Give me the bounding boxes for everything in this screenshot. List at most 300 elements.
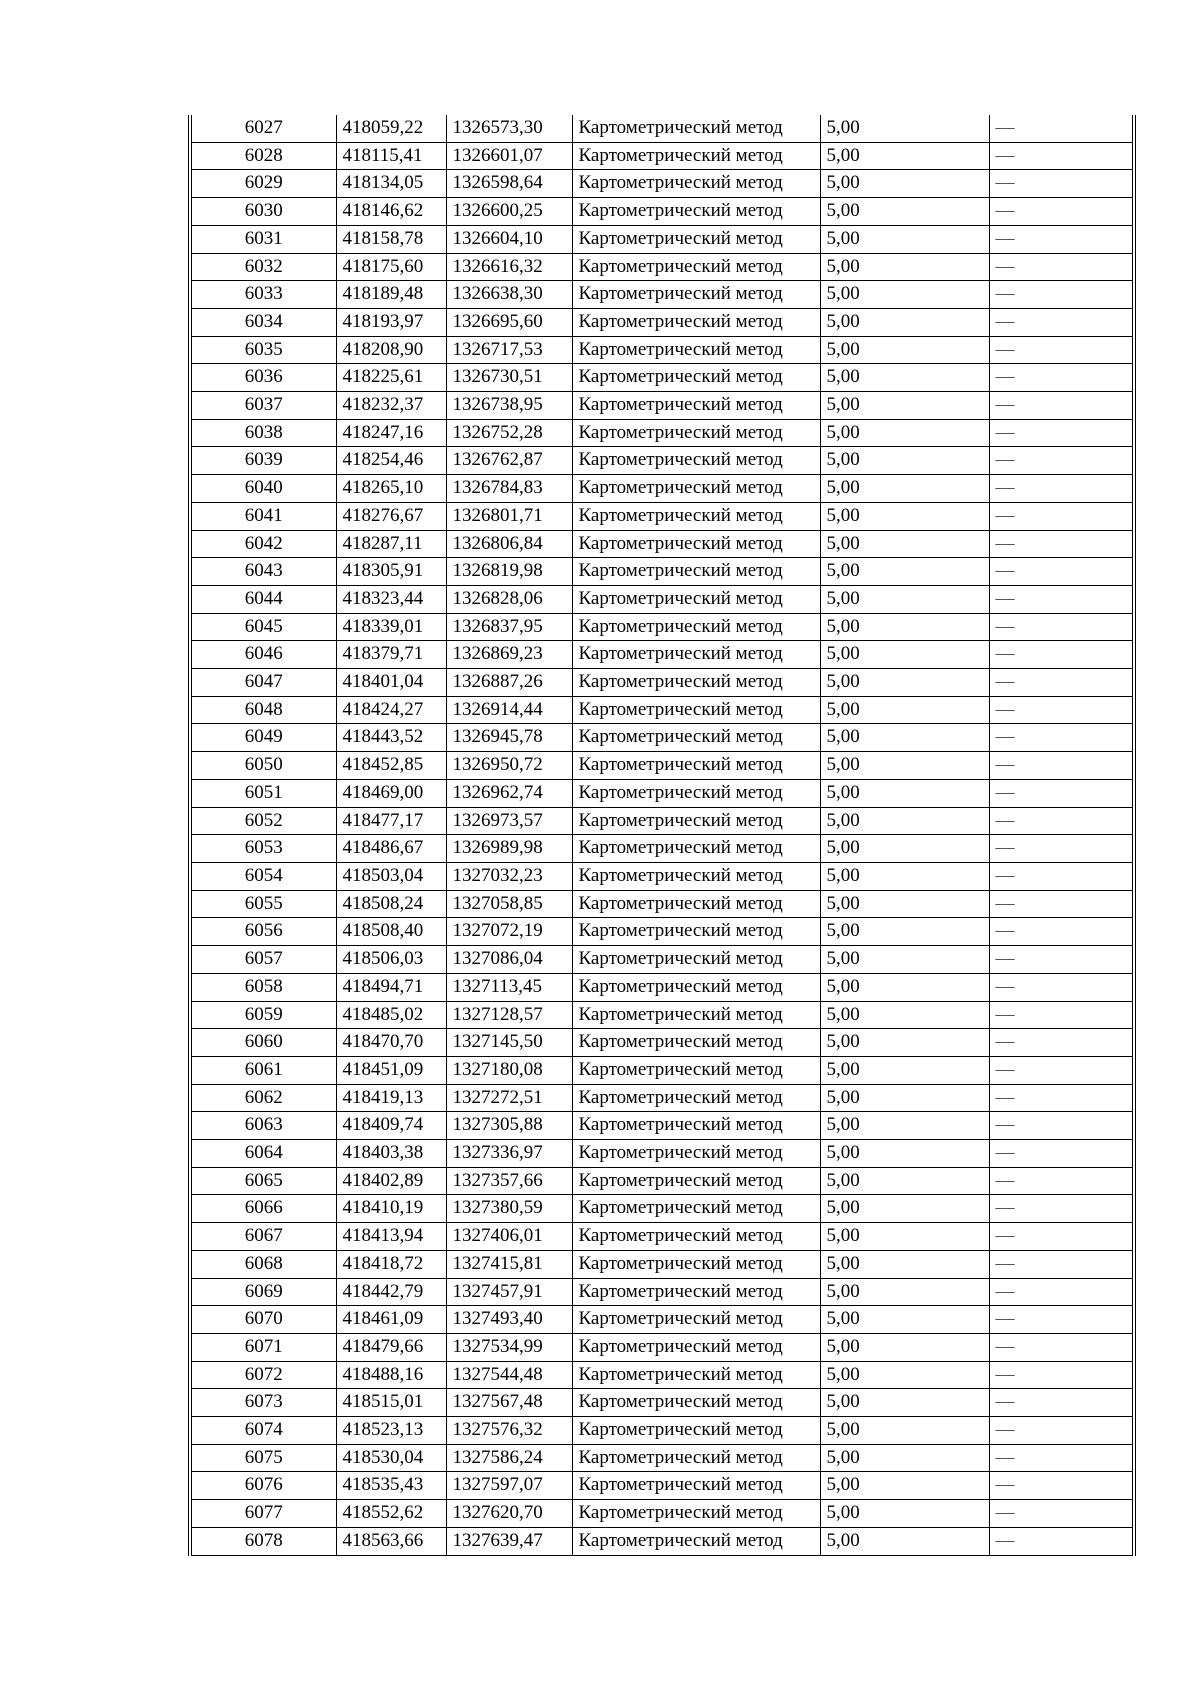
point-number-cell: 6047 xyxy=(192,669,336,697)
point-number-cell: 6063 xyxy=(192,1112,336,1140)
point-number-cell: 6046 xyxy=(192,641,336,669)
accuracy-cell: 5,00 xyxy=(820,696,989,724)
point-number-cell: 6077 xyxy=(192,1500,336,1528)
point-number-cell: 6042 xyxy=(192,530,336,558)
accuracy-cell: 5,00 xyxy=(820,1112,989,1140)
y-coordinate-cell: 1326695,60 xyxy=(446,308,572,336)
accuracy-cell: 5,00 xyxy=(820,613,989,641)
x-coordinate-cell: 418146,62 xyxy=(336,198,446,226)
x-coordinate-cell: 418418,72 xyxy=(336,1250,446,1278)
x-coordinate-cell: 418503,04 xyxy=(336,862,446,890)
x-coordinate-cell: 418254,46 xyxy=(336,447,446,475)
note-cell: — xyxy=(989,502,1132,530)
table-row xyxy=(192,1389,1132,1417)
accuracy-cell: 5,00 xyxy=(820,862,989,890)
y-coordinate-cell: 1327380,59 xyxy=(446,1195,572,1223)
note-cell: — xyxy=(989,890,1132,918)
point-number-cell: 6073 xyxy=(192,1389,336,1417)
x-coordinate-cell: 418287,11 xyxy=(336,530,446,558)
x-coordinate-cell: 418208,90 xyxy=(336,336,446,364)
x-coordinate-cell: 418452,85 xyxy=(336,752,446,780)
method-cell: Картометрический метод xyxy=(572,1112,820,1140)
point-number-cell: 6032 xyxy=(192,253,336,281)
method-cell: Картометрический метод xyxy=(572,1361,820,1389)
method-cell: Картометрический метод xyxy=(572,1333,820,1361)
method-cell: Картометрический метод xyxy=(572,1029,820,1057)
accuracy-cell: 5,00 xyxy=(820,835,989,863)
table-row xyxy=(192,558,1132,586)
accuracy-cell: 5,00 xyxy=(820,1500,989,1528)
point-number-cell: 6053 xyxy=(192,835,336,863)
accuracy-cell: 5,00 xyxy=(820,502,989,530)
x-coordinate-cell: 418305,91 xyxy=(336,558,446,586)
point-number-cell: 6059 xyxy=(192,1001,336,1029)
point-number-cell: 6064 xyxy=(192,1140,336,1168)
point-number-cell: 6036 xyxy=(192,364,336,392)
note-cell: — xyxy=(989,1250,1132,1278)
accuracy-cell: 5,00 xyxy=(820,1417,989,1445)
y-coordinate-cell: 1326819,98 xyxy=(446,558,572,586)
method-cell: Картометрический метод xyxy=(572,835,820,863)
note-cell: — xyxy=(989,669,1132,697)
method-cell: Картометрический метод xyxy=(572,364,820,392)
x-coordinate-cell: 418469,00 xyxy=(336,779,446,807)
y-coordinate-cell: 1327128,57 xyxy=(446,1001,572,1029)
x-coordinate-cell: 418193,97 xyxy=(336,308,446,336)
table-row xyxy=(192,1500,1132,1528)
table-row xyxy=(192,475,1132,503)
y-coordinate-cell: 1327406,01 xyxy=(446,1223,572,1251)
point-number-cell: 6051 xyxy=(192,779,336,807)
note-cell: — xyxy=(989,1500,1132,1528)
point-number-cell: 6061 xyxy=(192,1056,336,1084)
table-row xyxy=(192,115,1132,142)
table-row xyxy=(192,1306,1132,1334)
y-coordinate-cell: 1326738,95 xyxy=(446,392,572,420)
table-row xyxy=(192,585,1132,613)
note-cell: — xyxy=(989,946,1132,974)
point-number-cell: 6031 xyxy=(192,225,336,253)
method-cell: Картометрический метод xyxy=(572,1472,820,1500)
y-coordinate-cell: 1326828,06 xyxy=(446,585,572,613)
table-row xyxy=(192,1223,1132,1251)
method-cell: Картометрический метод xyxy=(572,115,820,142)
point-number-cell: 6045 xyxy=(192,613,336,641)
y-coordinate-cell: 1327305,88 xyxy=(446,1112,572,1140)
accuracy-cell: 5,00 xyxy=(820,336,989,364)
note-cell: — xyxy=(989,447,1132,475)
y-coordinate-cell: 1326730,51 xyxy=(446,364,572,392)
accuracy-cell: 5,00 xyxy=(820,1278,989,1306)
note-cell: — xyxy=(989,585,1132,613)
note-cell: — xyxy=(989,392,1132,420)
y-coordinate-cell: 1326887,26 xyxy=(446,669,572,697)
y-coordinate-cell: 1327586,24 xyxy=(446,1444,572,1472)
table-row xyxy=(192,364,1132,392)
table-row xyxy=(192,253,1132,281)
y-coordinate-cell: 1327567,48 xyxy=(446,1389,572,1417)
point-number-cell: 6074 xyxy=(192,1417,336,1445)
table-row xyxy=(192,530,1132,558)
table-row xyxy=(192,1250,1132,1278)
coordinates-table-body xyxy=(192,115,1132,1555)
x-coordinate-cell: 418442,79 xyxy=(336,1278,446,1306)
accuracy-cell: 5,00 xyxy=(820,1056,989,1084)
point-number-cell: 6029 xyxy=(192,170,336,198)
table-row xyxy=(192,918,1132,946)
accuracy-cell: 5,00 xyxy=(820,973,989,1001)
point-number-cell: 6044 xyxy=(192,585,336,613)
point-number-cell: 6054 xyxy=(192,862,336,890)
note-cell: — xyxy=(989,807,1132,835)
method-cell: Картометрический метод xyxy=(572,807,820,835)
note-cell: — xyxy=(989,1195,1132,1223)
y-coordinate-cell: 1326869,23 xyxy=(446,641,572,669)
method-cell: Картометрический метод xyxy=(572,392,820,420)
accuracy-cell: 5,00 xyxy=(820,419,989,447)
method-cell: Картометрический метод xyxy=(572,281,820,309)
x-coordinate-cell: 418158,78 xyxy=(336,225,446,253)
table-row xyxy=(192,890,1132,918)
table-row xyxy=(192,696,1132,724)
x-coordinate-cell: 418401,04 xyxy=(336,669,446,697)
x-coordinate-cell: 418232,37 xyxy=(336,392,446,420)
x-coordinate-cell: 418402,89 xyxy=(336,1167,446,1195)
method-cell: Картометрический метод xyxy=(572,142,820,170)
y-coordinate-cell: 1327457,91 xyxy=(446,1278,572,1306)
point-number-cell: 6069 xyxy=(192,1278,336,1306)
accuracy-cell: 5,00 xyxy=(820,1195,989,1223)
table-row xyxy=(192,1527,1132,1555)
accuracy-cell: 5,00 xyxy=(820,1472,989,1500)
y-coordinate-cell: 1327072,19 xyxy=(446,918,572,946)
x-coordinate-cell: 418225,61 xyxy=(336,364,446,392)
note-cell: — xyxy=(989,364,1132,392)
x-coordinate-cell: 418339,01 xyxy=(336,613,446,641)
accuracy-cell: 5,00 xyxy=(820,1029,989,1057)
x-coordinate-cell: 418059,22 xyxy=(336,115,446,142)
x-coordinate-cell: 418494,71 xyxy=(336,973,446,1001)
accuracy-cell: 5,00 xyxy=(820,1389,989,1417)
table-row xyxy=(192,198,1132,226)
point-number-cell: 6050 xyxy=(192,752,336,780)
note-cell: — xyxy=(989,253,1132,281)
note-cell: — xyxy=(989,1472,1132,1500)
table-row xyxy=(192,308,1132,336)
point-number-cell: 6055 xyxy=(192,890,336,918)
note-cell: — xyxy=(989,1527,1132,1555)
table-row xyxy=(192,1278,1132,1306)
accuracy-cell: 5,00 xyxy=(820,946,989,974)
accuracy-cell: 5,00 xyxy=(820,392,989,420)
method-cell: Картометрический метод xyxy=(572,1195,820,1223)
x-coordinate-cell: 418413,94 xyxy=(336,1223,446,1251)
table-row xyxy=(192,1084,1132,1112)
accuracy-cell: 5,00 xyxy=(820,1223,989,1251)
point-number-cell: 6030 xyxy=(192,198,336,226)
accuracy-cell: 5,00 xyxy=(820,1167,989,1195)
table-row xyxy=(192,170,1132,198)
accuracy-cell: 5,00 xyxy=(820,225,989,253)
table-row xyxy=(192,807,1132,835)
note-cell: — xyxy=(989,1361,1132,1389)
table-row xyxy=(192,641,1132,669)
accuracy-cell: 5,00 xyxy=(820,779,989,807)
x-coordinate-cell: 418189,48 xyxy=(336,281,446,309)
note-cell: — xyxy=(989,1333,1132,1361)
table-row xyxy=(192,973,1132,1001)
x-coordinate-cell: 418265,10 xyxy=(336,475,446,503)
point-number-cell: 6039 xyxy=(192,447,336,475)
y-coordinate-cell: 1326806,84 xyxy=(446,530,572,558)
table-row xyxy=(192,1140,1132,1168)
point-number-cell: 6062 xyxy=(192,1084,336,1112)
y-coordinate-cell: 1327620,70 xyxy=(446,1500,572,1528)
x-coordinate-cell: 418175,60 xyxy=(336,253,446,281)
note-cell: — xyxy=(989,641,1132,669)
table-row xyxy=(192,1001,1132,1029)
point-number-cell: 6052 xyxy=(192,807,336,835)
method-cell: Картометрический метод xyxy=(572,585,820,613)
method-cell: Картометрический метод xyxy=(572,253,820,281)
y-coordinate-cell: 1326914,44 xyxy=(446,696,572,724)
y-coordinate-cell: 1327032,23 xyxy=(446,862,572,890)
accuracy-cell: 5,00 xyxy=(820,253,989,281)
y-coordinate-cell: 1326752,28 xyxy=(446,419,572,447)
x-coordinate-cell: 418552,62 xyxy=(336,1500,446,1528)
method-cell: Картометрический метод xyxy=(572,419,820,447)
x-coordinate-cell: 418523,13 xyxy=(336,1417,446,1445)
point-number-cell: 6034 xyxy=(192,308,336,336)
note-cell: — xyxy=(989,779,1132,807)
y-coordinate-cell: 1326989,98 xyxy=(446,835,572,863)
table-row xyxy=(192,142,1132,170)
table-row xyxy=(192,724,1132,752)
x-coordinate-cell: 418530,04 xyxy=(336,1444,446,1472)
point-number-cell: 6048 xyxy=(192,696,336,724)
table-row xyxy=(192,1417,1132,1445)
method-cell: Картометрический метод xyxy=(572,1500,820,1528)
method-cell: Картометрический метод xyxy=(572,724,820,752)
accuracy-cell: 5,00 xyxy=(820,1333,989,1361)
point-number-cell: 6058 xyxy=(192,973,336,1001)
point-number-cell: 6071 xyxy=(192,1333,336,1361)
point-number-cell: 6068 xyxy=(192,1250,336,1278)
method-cell: Картометрический метод xyxy=(572,696,820,724)
point-number-cell: 6060 xyxy=(192,1029,336,1057)
point-number-cell: 6028 xyxy=(192,142,336,170)
point-number-cell: 6035 xyxy=(192,336,336,364)
y-coordinate-cell: 1326762,87 xyxy=(446,447,572,475)
accuracy-cell: 5,00 xyxy=(820,1140,989,1168)
x-coordinate-cell: 418486,67 xyxy=(336,835,446,863)
table-row xyxy=(192,392,1132,420)
accuracy-cell: 5,00 xyxy=(820,308,989,336)
accuracy-cell: 5,00 xyxy=(820,115,989,142)
y-coordinate-cell: 1327576,32 xyxy=(446,1417,572,1445)
table-row xyxy=(192,225,1132,253)
point-number-cell: 6072 xyxy=(192,1361,336,1389)
note-cell: — xyxy=(989,225,1132,253)
note-cell: — xyxy=(989,862,1132,890)
method-cell: Картометрический метод xyxy=(572,530,820,558)
accuracy-cell: 5,00 xyxy=(820,1444,989,1472)
x-coordinate-cell: 418479,66 xyxy=(336,1333,446,1361)
method-cell: Картометрический метод xyxy=(572,1444,820,1472)
note-cell: — xyxy=(989,1389,1132,1417)
y-coordinate-cell: 1327336,97 xyxy=(446,1140,572,1168)
y-coordinate-cell: 1327113,45 xyxy=(446,973,572,1001)
accuracy-cell: 5,00 xyxy=(820,558,989,586)
y-coordinate-cell: 1326598,64 xyxy=(446,170,572,198)
x-coordinate-cell: 418535,43 xyxy=(336,1472,446,1500)
table-row xyxy=(192,1056,1132,1084)
method-cell: Картометрический метод xyxy=(572,1140,820,1168)
point-number-cell: 6037 xyxy=(192,392,336,420)
table-row xyxy=(192,1361,1132,1389)
x-coordinate-cell: 418419,13 xyxy=(336,1084,446,1112)
y-coordinate-cell: 1327272,51 xyxy=(446,1084,572,1112)
y-coordinate-cell: 1326837,95 xyxy=(446,613,572,641)
note-cell: — xyxy=(989,558,1132,586)
table-row xyxy=(192,1333,1132,1361)
y-coordinate-cell: 1327597,07 xyxy=(446,1472,572,1500)
note-cell: — xyxy=(989,973,1132,1001)
note-cell: — xyxy=(989,1444,1132,1472)
y-coordinate-cell: 1326962,74 xyxy=(446,779,572,807)
method-cell: Картометрический метод xyxy=(572,1084,820,1112)
table-row xyxy=(192,281,1132,309)
note-cell: — xyxy=(989,308,1132,336)
method-cell: Картометрический метод xyxy=(572,890,820,918)
note-cell: — xyxy=(989,1112,1132,1140)
method-cell: Картометрический метод xyxy=(572,973,820,1001)
method-cell: Картометрический метод xyxy=(572,1527,820,1555)
method-cell: Картометрический метод xyxy=(572,1250,820,1278)
note-cell: — xyxy=(989,475,1132,503)
accuracy-cell: 5,00 xyxy=(820,475,989,503)
x-coordinate-cell: 418506,03 xyxy=(336,946,446,974)
x-coordinate-cell: 418410,19 xyxy=(336,1195,446,1223)
y-coordinate-cell: 1327180,08 xyxy=(446,1056,572,1084)
x-coordinate-cell: 418379,71 xyxy=(336,641,446,669)
method-cell: Картометрический метод xyxy=(572,447,820,475)
point-number-cell: 6038 xyxy=(192,419,336,447)
accuracy-cell: 5,00 xyxy=(820,1527,989,1555)
coordinates-table xyxy=(192,115,1132,1556)
point-number-cell: 6056 xyxy=(192,918,336,946)
accuracy-cell: 5,00 xyxy=(820,669,989,697)
x-coordinate-cell: 418477,17 xyxy=(336,807,446,835)
point-number-cell: 6076 xyxy=(192,1472,336,1500)
accuracy-cell: 5,00 xyxy=(820,641,989,669)
table-row xyxy=(192,752,1132,780)
x-coordinate-cell: 418276,67 xyxy=(336,502,446,530)
x-coordinate-cell: 418508,40 xyxy=(336,918,446,946)
note-cell: — xyxy=(989,1029,1132,1057)
note-cell: — xyxy=(989,1306,1132,1334)
method-cell: Картометрический метод xyxy=(572,502,820,530)
method-cell: Картометрический метод xyxy=(572,1278,820,1306)
table-row xyxy=(192,669,1132,697)
accuracy-cell: 5,00 xyxy=(820,585,989,613)
table-row xyxy=(192,613,1132,641)
x-coordinate-cell: 418461,09 xyxy=(336,1306,446,1334)
y-coordinate-cell: 1327086,04 xyxy=(446,946,572,974)
note-cell: — xyxy=(989,142,1132,170)
note-cell: — xyxy=(989,613,1132,641)
method-cell: Картометрический метод xyxy=(572,198,820,226)
x-coordinate-cell: 418409,74 xyxy=(336,1112,446,1140)
accuracy-cell: 5,00 xyxy=(820,1250,989,1278)
accuracy-cell: 5,00 xyxy=(820,918,989,946)
note-cell: — xyxy=(989,1001,1132,1029)
point-number-cell: 6067 xyxy=(192,1223,336,1251)
method-cell: Картометрический метод xyxy=(572,1389,820,1417)
method-cell: Картометрический метод xyxy=(572,779,820,807)
method-cell: Картометрический метод xyxy=(572,946,820,974)
point-number-cell: 6066 xyxy=(192,1195,336,1223)
y-coordinate-cell: 1326601,07 xyxy=(446,142,572,170)
note-cell: — xyxy=(989,835,1132,863)
accuracy-cell: 5,00 xyxy=(820,1001,989,1029)
y-coordinate-cell: 1326801,71 xyxy=(446,502,572,530)
point-number-cell: 6040 xyxy=(192,475,336,503)
accuracy-cell: 5,00 xyxy=(820,752,989,780)
table-row xyxy=(192,835,1132,863)
table-row xyxy=(192,336,1132,364)
x-coordinate-cell: 418563,66 xyxy=(336,1527,446,1555)
note-cell: — xyxy=(989,115,1132,142)
note-cell: — xyxy=(989,198,1132,226)
point-number-cell: 6049 xyxy=(192,724,336,752)
accuracy-cell: 5,00 xyxy=(820,1306,989,1334)
y-coordinate-cell: 1327534,99 xyxy=(446,1333,572,1361)
point-number-cell: 6027 xyxy=(192,115,336,142)
point-number-cell: 6041 xyxy=(192,502,336,530)
accuracy-cell: 5,00 xyxy=(820,807,989,835)
method-cell: Картометрический метод xyxy=(572,669,820,697)
method-cell: Картометрический метод xyxy=(572,641,820,669)
x-coordinate-cell: 418403,38 xyxy=(336,1140,446,1168)
table-row xyxy=(192,502,1132,530)
note-cell: — xyxy=(989,170,1132,198)
point-number-cell: 6075 xyxy=(192,1444,336,1472)
method-cell: Картометрический метод xyxy=(572,918,820,946)
note-cell: — xyxy=(989,419,1132,447)
accuracy-cell: 5,00 xyxy=(820,1084,989,1112)
point-number-cell: 6065 xyxy=(192,1167,336,1195)
accuracy-cell: 5,00 xyxy=(820,142,989,170)
x-coordinate-cell: 418443,52 xyxy=(336,724,446,752)
x-coordinate-cell: 418247,16 xyxy=(336,419,446,447)
note-cell: — xyxy=(989,696,1132,724)
y-coordinate-cell: 1326973,57 xyxy=(446,807,572,835)
x-coordinate-cell: 418134,05 xyxy=(336,170,446,198)
x-coordinate-cell: 418508,24 xyxy=(336,890,446,918)
accuracy-cell: 5,00 xyxy=(820,1361,989,1389)
method-cell: Картометрический метод xyxy=(572,862,820,890)
point-number-cell: 6033 xyxy=(192,281,336,309)
method-cell: Картометрический метод xyxy=(572,1417,820,1445)
y-coordinate-cell: 1326600,25 xyxy=(446,198,572,226)
table-row xyxy=(192,1167,1132,1195)
note-cell: — xyxy=(989,752,1132,780)
y-coordinate-cell: 1326950,72 xyxy=(446,752,572,780)
accuracy-cell: 5,00 xyxy=(820,447,989,475)
note-cell: — xyxy=(989,1167,1132,1195)
y-coordinate-cell: 1326717,53 xyxy=(446,336,572,364)
